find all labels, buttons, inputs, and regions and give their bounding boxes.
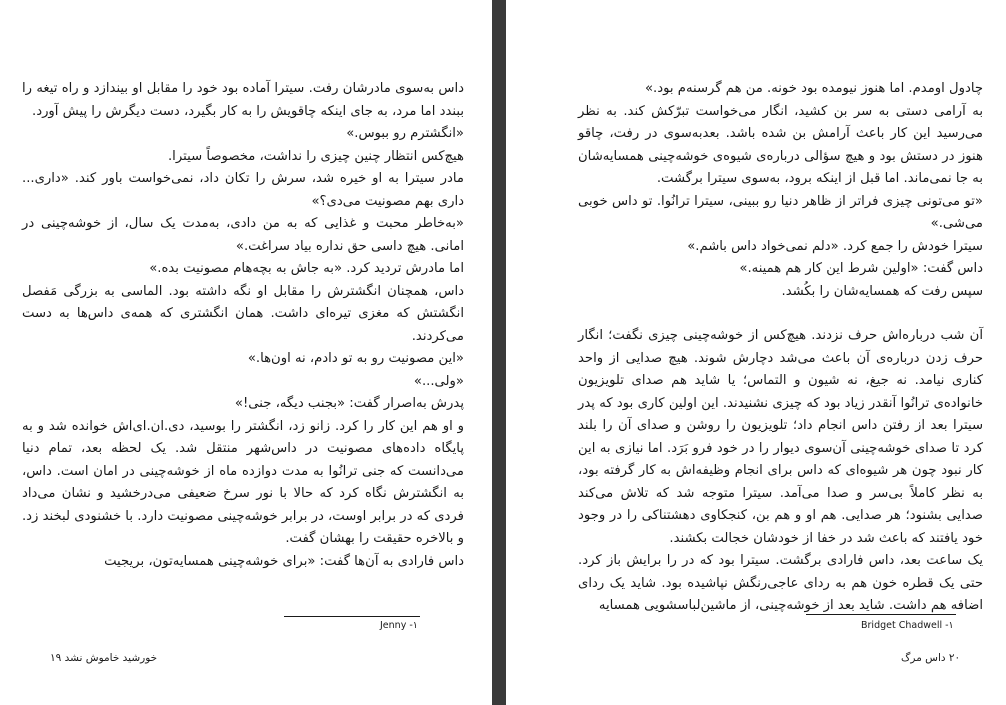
paragraph: سپس رفت که همسایه‌شان را بکُشد.: [781, 283, 983, 299]
paragraph: «انگشترم رو ببوس.»: [346, 126, 464, 141]
paragraph: «این مصونیت رو به تو دادم، نه اون‌ها.»: [247, 351, 464, 366]
paragraph: «تو می‌تونی چیزی فراتر از ظاهر دنیا رو ببینی، سیترا ترانُوا. تو داس خوبی می‌شی.»: [578, 193, 983, 231]
footnote-divider: [806, 614, 956, 615]
paragraph: پدرش به‌اصرار گفت: «بجنب دیگه، جنی!»: [234, 396, 464, 411]
paragraph: چادول اومدم. اما هنوز نیومده بود خونه. من هم گرسنه‌م بود.»: [644, 81, 983, 96]
paragraph: داس گفت: «اولین شرط این کار هم همینه.»: [739, 261, 983, 276]
footnote: Bridget Chadwell -۱: [861, 620, 954, 631]
paragraph: داس، همچنان انگشترش را مقابل او نگه داشته بود. الماسی به بزرگی مَفصل انگشتش که مغزی تیره‌ای داشت. همان انگشتری که همه‌ی داس‌ها به دست می‌کردند.: [22, 283, 464, 344]
footnote: Jenny -۱: [380, 620, 418, 631]
paragraph: و او هم این کار را کرد. زانو زد، انگشتر را بوسید، دی.ان.ای‌اش خوانده شد و به پایگاه داده‌های مصونیت در داس‌شهر منتقل شد. یک لحظه بعد، تمام دنیا می‌دانست که جنی ترانُوا به مدت دوازده ماه از خوشه‌چینی در امان است. داس، به انگشترش نگاه کرد که حالا با نور سرخ ضعیفی می‌درخشید و نشان می‌داد فردی که در برابر اوست، در برابر خوشه‌چینی مصونیت دارد. با خشنودی لبخند زد.: [21, 418, 464, 524]
running-footer: ۲۰ داس مرگ: [901, 652, 961, 664]
book-spine: [492, 0, 506, 705]
paragraph: و بالاخره حقیقت را بهشان گفت.: [285, 531, 464, 546]
paragraph: یک ساعت بعد، داس فارادی برگشت. سیترا بود که در را برایش باز کرد. حتی یک قطره خون هم به ردای عاجی‌رنگش نپاشیده بود. شاید یک ردای اضافه هم داشت. شاید بعد از خوشه‌چینی، از ماشین‌لباسشویی همسایه: [578, 553, 983, 613]
left-page-body: [22, 78, 464, 573]
left-page: [0, 0, 492, 705]
footnote-divider: [284, 616, 420, 617]
paragraph: آن شب درباره‌اش حرف نزدند. هیچ‌کس از خوشه‌چینی چیزی نگفت؛ انگار حرف زدن درباره‌ی آن باعث می‌شد دچارش شوند. هیچ صدایی از واحد کناری نیامد. نه جیغ، نه شیون و التماس؛ یا شاید هم صدای تلویزیون خانواده‌ی ترانُوا آنقدر زیاد بود که چیزی نشنیدند. این اولین کاری بود که پدر سیترا بعد از رفتن داس انجام داد؛ تلویزیون را روشن و صدای آن را بلند کرد تا صدای خوشه‌چینی آن‌سوی دیوار را در خود فرو بَرَد. اما نیازی به این کار نبود چون هر شیوه‌ای که داس برای انجام وظیفه‌اش به کار گرفته بود، به نظر کاملاً بی‌سر و صدا می‌آمد. سیترا متوجه شد که تلاش می‌کند صدایی بشنود؛ هر صدایی. هم او و هم بن، کنجکاوی دهشتناکی را در وجود خود یافتند که باعث شد در خفا از خودشان خجالت بکشند.: [578, 328, 983, 546]
paragraph: «به‌خاطر محبت و غذایی که به من دادی، به‌مدت یک سال، از خوشه‌چینی در امانی. هیچ داسی حق نداره بیاد سراغت.»: [22, 216, 464, 254]
paragraph: داس به‌سوی مادرشان رفت. سیترا آماده بود خود را مقابل او بیندازد و راه تیغه را ببندد اما مرد، به جای اینکه چاقویش را به کار بگیرد، دست دیگرش را پیش آورد.: [22, 81, 464, 119]
right-page-body: [578, 78, 983, 618]
right-page: [506, 0, 1006, 705]
paragraph: اما مادرش تردید کرد. «به جاش به بچه‌هام مصونیت بده.»: [149, 261, 464, 276]
running-footer: خورشید خاموش نشد ۱۹: [50, 652, 158, 664]
paragraph: «ولی...»: [413, 373, 464, 389]
paragraph: داس فارادی به آن‌ها گفت: «برای خوشه‌چینی همسایه‌تون، بریجیت: [104, 553, 464, 569]
paragraph: به آرامی دستی به سر بن کشید، انگار می‌خواست تبرّکش کند. به نظر می‌رسید این کار باعث آرامش بن شده باشد. بعدبه‌سوی در رفت، چاقو هنوز در دستش بود و هیچ سؤالی درباره‌ی شیوه‌ی خوشه‌چینی همسایه‌شان به جا نمی‌ماند. اما قبل از اینکه برود، به‌سوی سیترا برگشت.: [578, 103, 983, 186]
paragraph: هیچ‌کس انتظار چنین چیزی را نداشت، مخصوصاً سیترا.: [167, 148, 464, 164]
paragraph: سیترا خودش را جمع کرد. «دلم نمی‌خواد داس باشم.»: [687, 238, 983, 254]
paragraph: مادر سیترا به او خیره شد، سرش را تکان داد، نمی‌خواست باور کند. «داری... داری بهم مصونیت می‌دی؟»: [22, 171, 464, 209]
